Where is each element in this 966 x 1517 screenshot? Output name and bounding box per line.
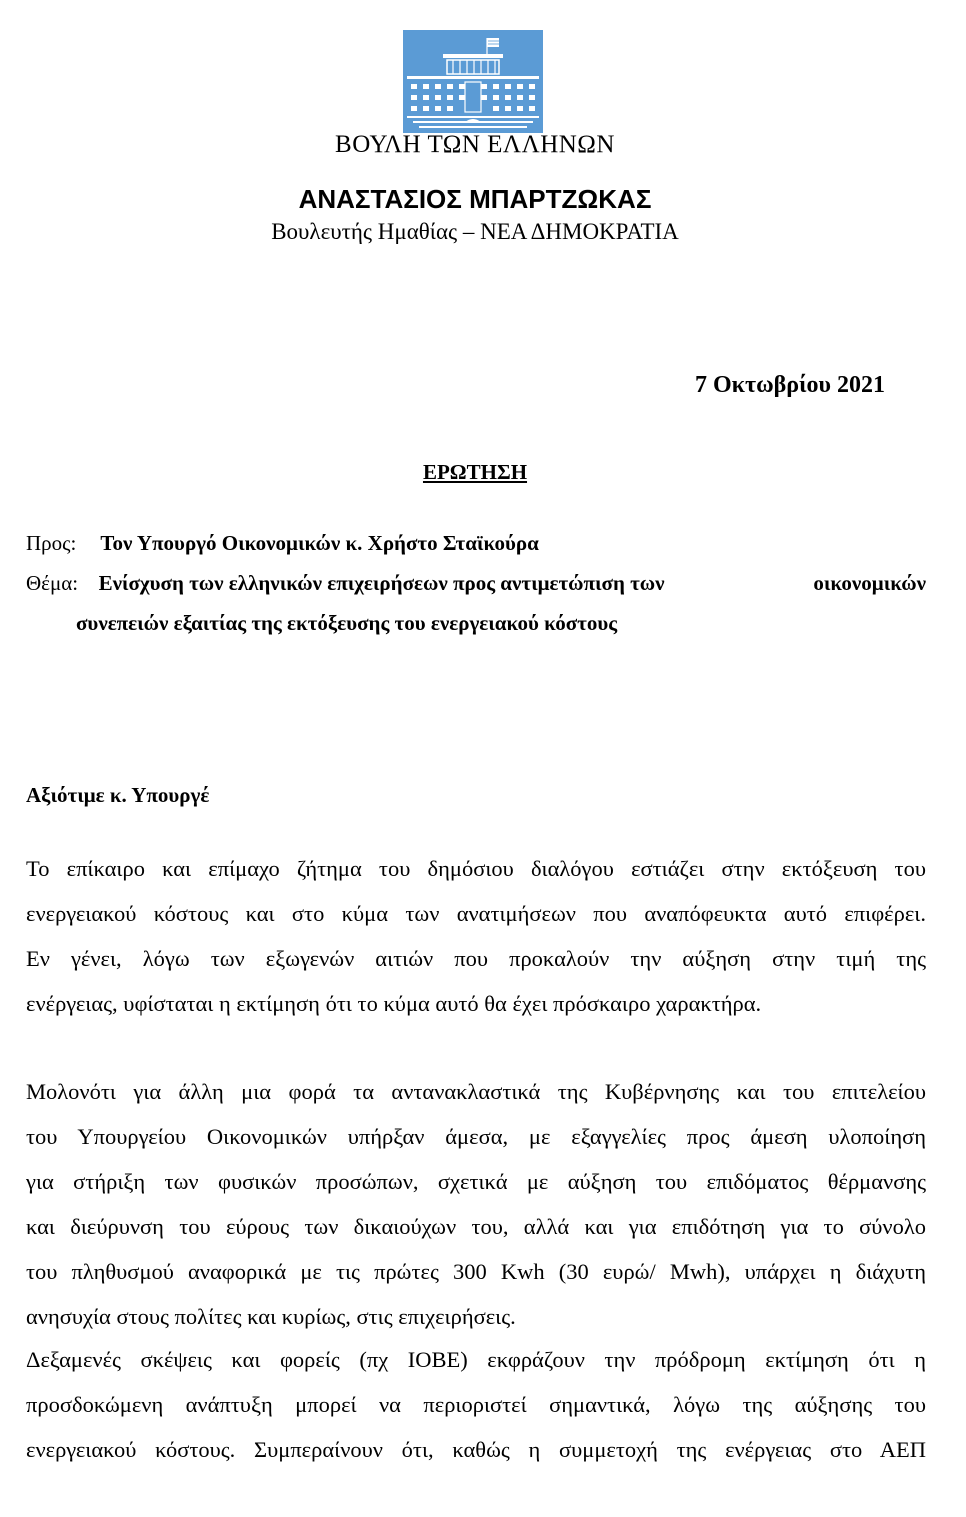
paragraph-line: Δεξαμενές σκέψεις και φορείς (πχ ΙΟΒΕ) εκφράζουν την πρόδρομη εκτίμηση ότι η xyxy=(26,1347,926,1372)
recipient-line xyxy=(26,523,926,563)
paragraph-3 xyxy=(26,1337,926,1472)
subject-text-line2: συνεπειών εξαιτίας της εκτόξευσης του ενεργειακού κόστους xyxy=(76,611,618,635)
paragraph-line: προσδοκώμενη ανάπτυξη μπορεί να περιοριστεί σημαντικά, λόγω της αύξησης του xyxy=(26,1392,926,1417)
subject-line xyxy=(26,563,926,603)
paragraph-line: ενεργειακού κόστους. Συμπεραίνουν ότι, καθώς η συμμετοχή της ενέργειας στο ΑΕΠ xyxy=(26,1437,926,1462)
paragraph-2 xyxy=(26,1069,926,1339)
subject-text-line1: Ενίσχυση των ελληνικών επιχειρήσεων προς αντιμετώπιση των xyxy=(98,571,665,595)
paragraph-line: του Υπουργείου Οικονομικών υπήρξαν άμεσα, με εξαγγελίες προς άμεση υλοποίηση xyxy=(26,1124,926,1149)
subject-text-line1-right: οικονομικών xyxy=(813,571,926,595)
salutation: Αξιότιμε κ. Υπουργέ xyxy=(26,783,210,807)
paragraph-1 xyxy=(26,846,926,1026)
document-date: 7 Οκτωβρίου 2021 xyxy=(695,372,885,398)
paragraph-line: για στήριξη των φυσικών προσώπων, σχετικά με αύξηση του επιδόματος θέρμανσης xyxy=(26,1169,926,1194)
paragraph-line: ενέργειας, υφίσταται η εκτίμηση ότι το κύμα αυτό θα έχει πρόσκαιρο χαρακτήρα. xyxy=(26,991,762,1016)
paragraph-line: Το επίκαιρο και επίμαχο ζήτημα του δημόσιου διαλόγου εστιάζει στην εκτόξευση του xyxy=(26,856,926,881)
paragraph-line: ανησυχία στους πολίτες και κυρίως, στις επιχειρήσεις. xyxy=(26,1304,516,1329)
hellenic-parliament-logo-icon xyxy=(403,30,543,136)
paragraph-line: και διεύρυνση του εύρους των δικαιούχων του, αλλά και για επιδότηση για το σύνολο xyxy=(26,1214,926,1239)
subject-line-continued xyxy=(76,603,966,643)
mp-name: ΑΝΑΣΤΑΣΙΟΣ ΜΠΑΡΤΖΩΚΑΣ xyxy=(298,184,652,214)
document-title: ΕΡΩΤΗΣΗ xyxy=(422,460,528,484)
parliament-name: ΒΟΥΛΗ ΤΩΝ ΕΛΛΗΝΩΝ xyxy=(335,131,615,158)
paragraph-line: Μολονότι για άλλη μια φορά τα αντανακλαστικά της Κυβέρνησης και του επιτελείου xyxy=(26,1079,926,1104)
mp-role: Βουλευτής Ημαθίας – ΝΕΑ ΔΗΜΟΚΡΑΤΙΑ xyxy=(271,219,679,244)
paragraph-line: Εν γένει, λόγω των εξωγενών αιτιών που προκαλούν την αύξηση στην τιμή της xyxy=(26,946,926,971)
recipient-value: Τον Υπουργό Οικονομικών κ. Χρήστο Σταϊκούρα xyxy=(100,531,539,555)
recipient-label: Προς: xyxy=(26,531,77,555)
paragraph-line: του πληθυσμού αναφορικά με τις πρώτες 300 Kwh (30 ευρώ/ Mwh), υπάρχει η διάχυτη xyxy=(26,1259,926,1284)
paragraph-line: ενεργειακού κόστους και στο κύμα των ανατιμήσεων που αναπόφευκτα αυτό επιφέρει. xyxy=(26,901,926,926)
subject-label: Θέμα: xyxy=(26,571,79,595)
